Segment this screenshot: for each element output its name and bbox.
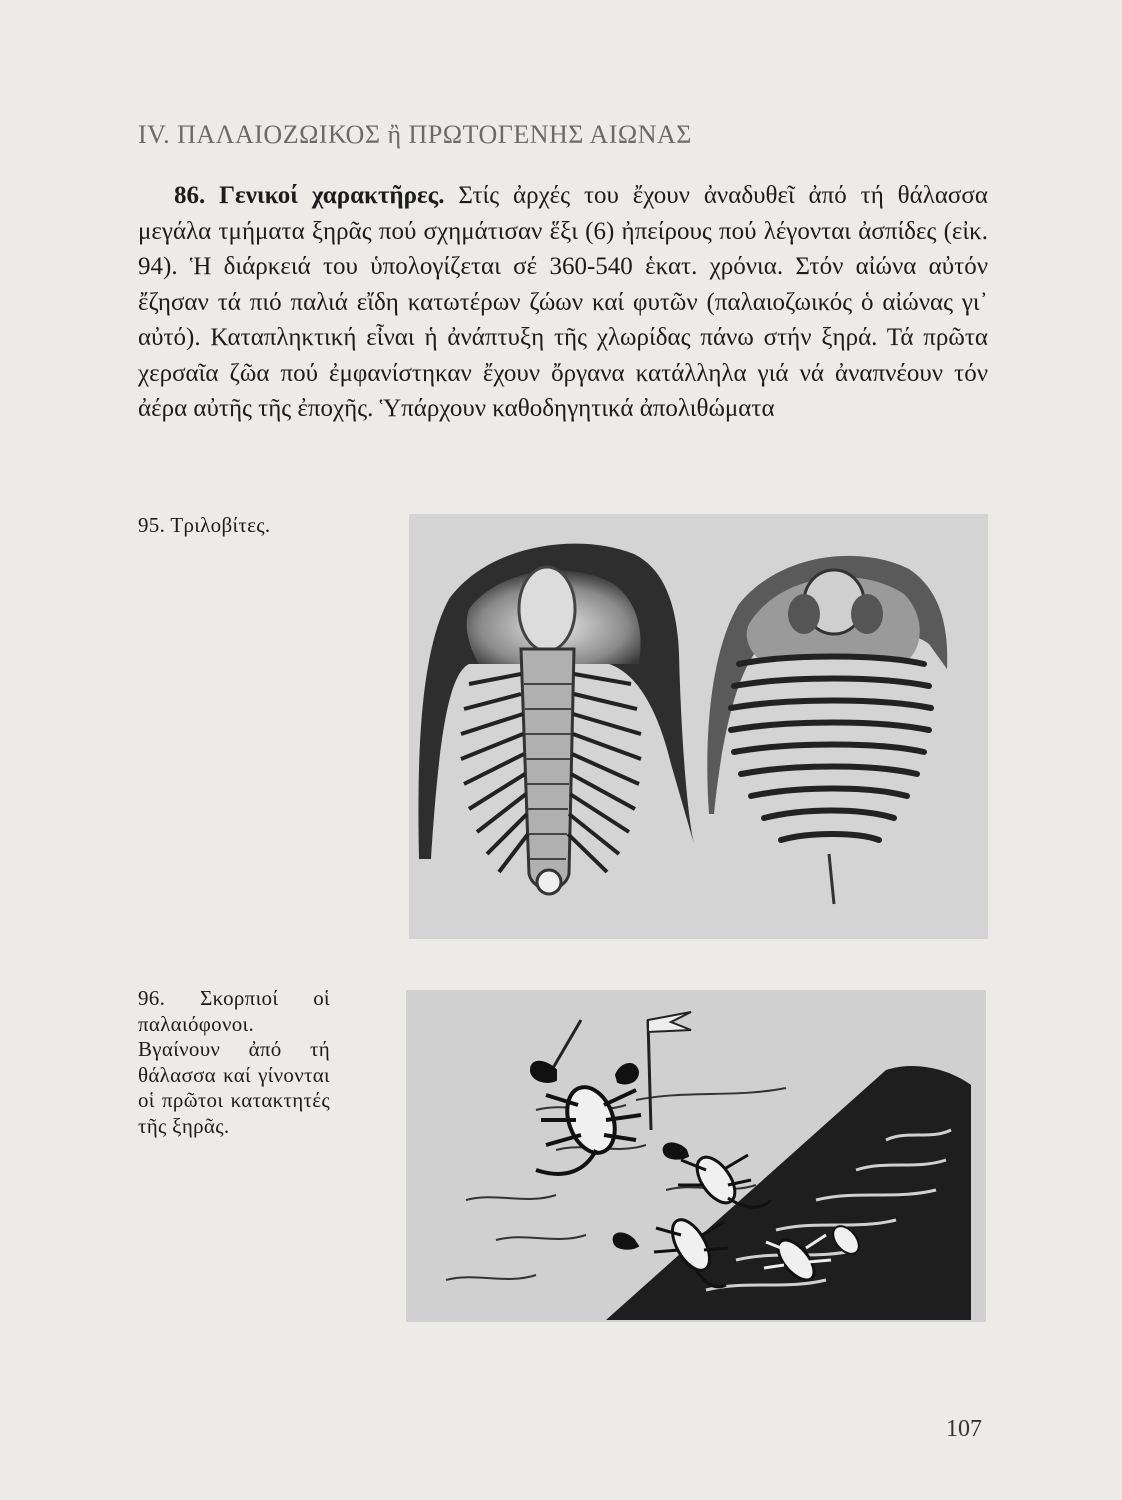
section-body <box>138 178 988 427</box>
figure-95-caption: 95. Τριλοβίτες. <box>138 513 271 537</box>
page-number: 107 <box>946 1416 982 1442</box>
figure-96-caption: 96. Σκορπιοί οἱ παλαιόφονοι. Βγαίνουν ἀπό τή θάλασσα καί γίνονται οἱ πρῶτοι κατακτητές τῆς ξηρᾶς. <box>138 986 330 1138</box>
trilobites-illustration <box>409 514 988 939</box>
section-text: Στίς ἀρχές του ἔχουν ἀναδυθεῖ ἀπό τή θάλασσα μεγάλα τμήματα ξηρᾶς πού σχημάτισαν ἕξι (6) ἠπείρους πού λέγονται ἀσπίδες (εἰκ. 94). Ἡ διάρκειά του ὑπολογίζεται σέ 360-540 ἑκατ. χρόνια. Στόν αἰώνα αὐτόν ἔζησαν τά πιό παλιά εἴδη κατωτέρων ζώων καί φυτῶν (παλαιοζωικός ὁ αἰώνας γι᾽ αὐτό). Καταπληκτική εἶναι ἡ ἀνάπτυξη τῆς χλωρίδας πάνω στήν ξηρά. Τά πρῶτα χερσαῖα ζῶα πού ἐμφανίστηκαν ἔχουν ὄργανα κατάλληλα γιά νά ἀναπνέουν τόν ἀέρα αὐτῆς τῆς ἐποχῆς. Ὑπάρχουν καθοδηγητικά ἀπολιθώματα <box>138 182 988 422</box>
chapter-heading: IV. ΠΑΛΑΙΟΖΩΙΚΟΣ ἢ ΠΡΩΤΟΓΕΝΗΣ ΑΙΩΝΑΣ <box>138 120 692 149</box>
scorpions-illustration <box>406 990 986 1322</box>
section-title: 86. Γενικοί χαρακτῆρες. <box>174 182 445 209</box>
